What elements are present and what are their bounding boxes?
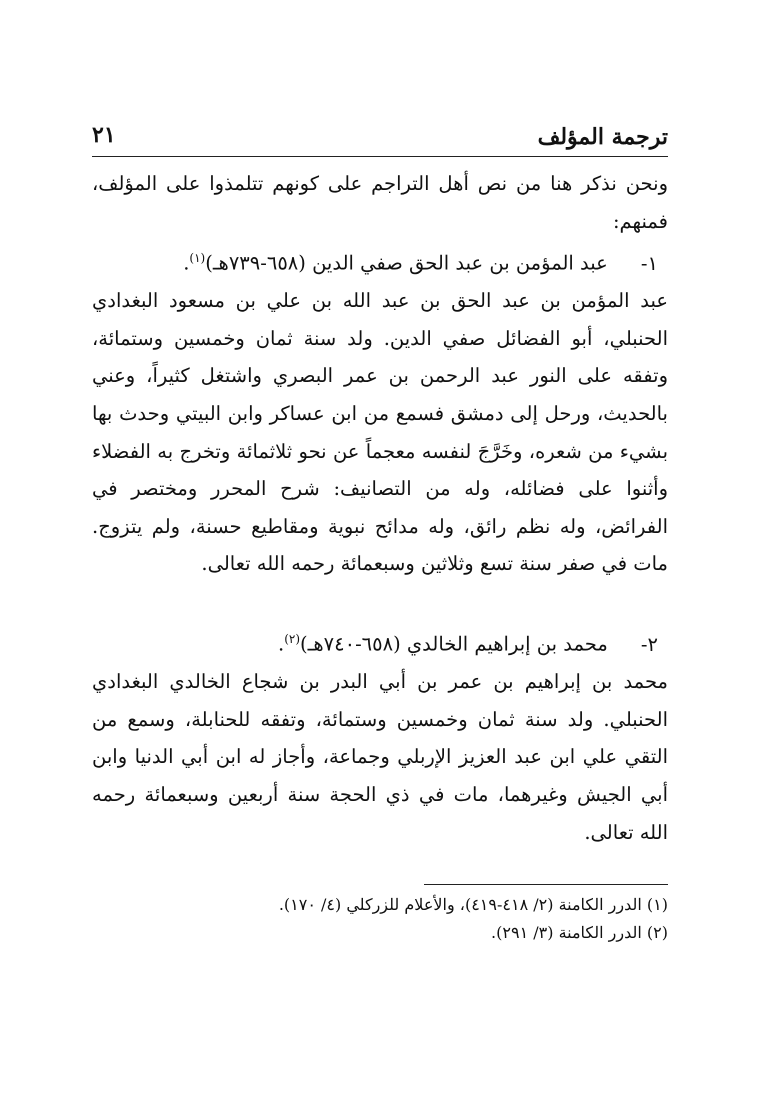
main-text <box>92 165 668 851</box>
entry-title: محمد بن إبراهيم الخالدي (٦٥٨-٧٤٠هـ) <box>300 632 608 656</box>
running-header <box>92 118 668 157</box>
footnote-ref: (٢) <box>284 632 301 647</box>
entry-title: عبد المؤمن بن عبد الحق صفي الدين (٦٥٨-٧٣٩هـ) <box>205 251 608 275</box>
entry-number: ٢- <box>640 632 658 656</box>
entry-body-2: محمد بن إبراهيم بن عمر بن أبي البدر بن شجاع الخالدي البغدادي الحنبلي. ولد سنة ثمان وخمسين وستمائة، وتفقه للحنابلة، وسمع من التقي علي ابن عبد العزيز الإربلي وجماعة، وأجاز له ابن أبي الدنيا وابن أبي الجيش وغيرهما، مات في ذي الحجة سنة أربعين وسبعمائة رحمه الله تعالى. <box>92 670 668 844</box>
footnote-2: (٢) الدرر الكامنة (٣/ ٢٩١). <box>491 923 668 942</box>
book-page <box>92 118 668 958</box>
page-number: ٢١ <box>92 122 116 148</box>
footnote-ref: (١) <box>189 251 206 266</box>
footnote-divider <box>424 884 668 885</box>
entry-number: ١- <box>640 251 658 275</box>
footnote-1: (١) الدرر الكامنة (٢/ ٤١٨-٤١٩)، والأعلام للزركلي (٤/ ١٧٠). <box>278 895 668 914</box>
entry-heading-1: ١- عبد المؤمن بن عبد الحق صفي الدين (٦٥٨-٧٣٩هـ)$^{(١)}$. <box>92 240 668 282</box>
running-title: ترجمة المؤلف <box>537 124 668 150</box>
section-gap <box>92 583 668 621</box>
entry-heading-2: ٢- محمد بن إبراهيم الخالدي (٦٥٨-٧٤٠هـ)$^{(٢)}$. <box>92 621 668 663</box>
entry-body-1: عبد المؤمن بن عبد الحق بن عبد الله بن علي بن مسعود البغدادي الحنبلي، أبو الفضائل صفي الدين. ولد سنة ثمان وخمسين وستمائة، وتفقه على النور عبد الرحمن بن عمر البصري واشتغل كثيراً، وعني بالحديث، ورحل إلى دمشق فسمع من ابن عساكر وابن البيتي وحدث بها بشيء من شعره، وخَرَّجَ لنفسه معجماً عن نحو ثلاثمائة وتخرج به الفضلاء وأثنوا على فضائله، وله من التصانيف: شرح المحرر ومختصر في الفرائض، وله نظم رائق، وله مدائح نبوية ومقاطيع حسنة، ولم يتزوج. مات في صفر سنة تسع وثلاثين وسبعمائة رحمه الله تعالى. <box>92 289 668 576</box>
intro-paragraph: ونحن نذكر هنا من نص أهل التراجم على كونهم تتلمذوا على المؤلف، فمنهم: <box>92 172 668 233</box>
footnotes <box>92 884 668 947</box>
